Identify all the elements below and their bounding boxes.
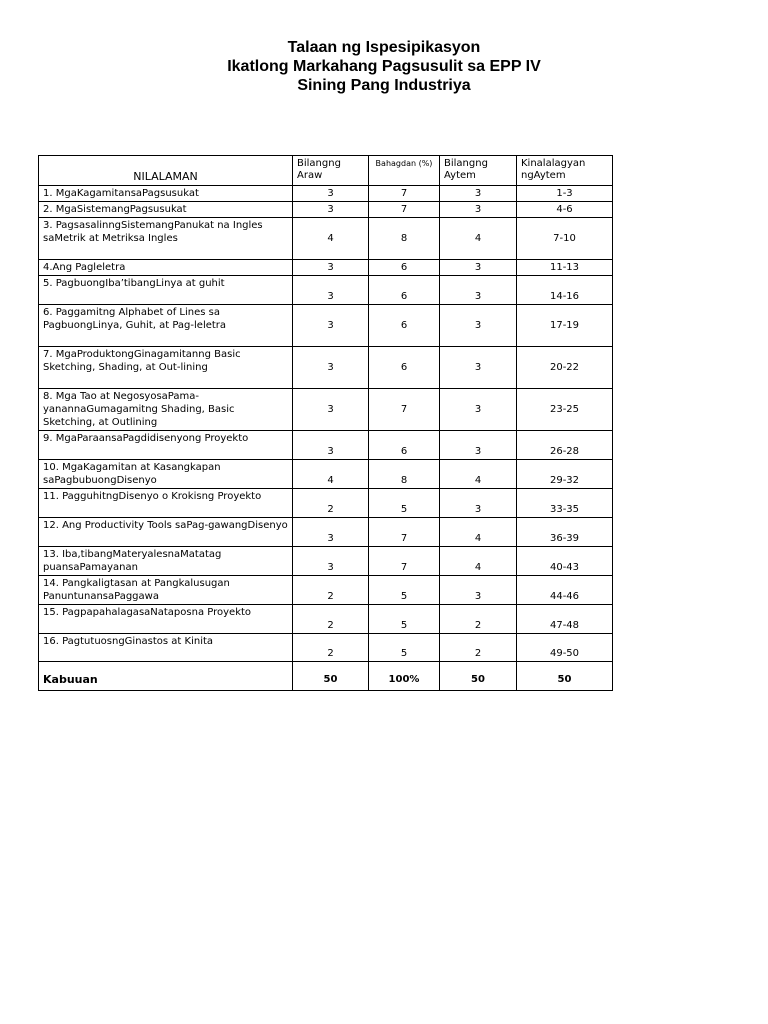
total-items: 50 <box>440 662 517 691</box>
table-row <box>39 347 613 389</box>
row-percent: 6 <box>369 276 440 305</box>
row-days: 2 <box>293 576 369 605</box>
row-days: 2 <box>293 605 369 634</box>
column-header-items: Bilangng Aytem <box>440 156 517 186</box>
total-days: 50 <box>293 662 369 691</box>
row-percent: 7 <box>369 202 440 218</box>
row-location: 40-43 <box>517 547 613 576</box>
row-items: 4 <box>440 460 517 489</box>
row-items: 3 <box>440 389 517 431</box>
row-content: 4.Ang Pagleletra <box>39 260 293 276</box>
row-percent: 7 <box>369 186 440 202</box>
specification-table <box>38 155 613 691</box>
row-percent: 5 <box>369 576 440 605</box>
table-row <box>39 276 613 305</box>
row-percent: 5 <box>369 489 440 518</box>
row-content: 2. MgaSistemangPagsusukat <box>39 202 293 218</box>
row-content: 12. Ang Productivity Tools saPag-gawangDisenyo <box>39 518 293 547</box>
total-percent: 100% <box>369 662 440 691</box>
column-header-percent: Bahagdan (%) <box>369 156 440 186</box>
table-row <box>39 305 613 347</box>
row-location: 11-13 <box>517 260 613 276</box>
row-percent: 7 <box>369 518 440 547</box>
total-location: 50 <box>517 662 613 691</box>
row-content: 13. Iba,tibangMateryalesnaMatatag puansaPamayanan <box>39 547 293 576</box>
row-content: 8. Mga Tao at NegosyosaPama-yanannaGumagamitng Shading, Basic Sketching, at Outlining <box>39 389 293 431</box>
row-days: 3 <box>293 431 369 460</box>
row-location: 4-6 <box>517 202 613 218</box>
row-items: 3 <box>440 489 517 518</box>
row-location: 44-46 <box>517 576 613 605</box>
table-row <box>39 576 613 605</box>
row-items: 4 <box>440 547 517 576</box>
row-items: 3 <box>440 276 517 305</box>
row-content: 10. MgaKagamitan at Kasangkapan saPagbubuongDisenyo <box>39 460 293 489</box>
row-items: 4 <box>440 218 517 260</box>
row-location: 17-19 <box>517 305 613 347</box>
row-content: 11. PagguhitngDisenyo o Krokisng Proyekto <box>39 489 293 518</box>
row-location: 29-32 <box>517 460 613 489</box>
row-items: 3 <box>440 576 517 605</box>
column-header-content: NILALAMAN <box>39 156 293 186</box>
row-location: 7-10 <box>517 218 613 260</box>
row-days: 4 <box>293 218 369 260</box>
document-header <box>0 38 768 95</box>
row-items: 4 <box>440 518 517 547</box>
row-location: 23-25 <box>517 389 613 431</box>
row-percent: 6 <box>369 260 440 276</box>
table-row <box>39 431 613 460</box>
row-items: 3 <box>440 186 517 202</box>
row-content: 1. MgaKagamitansaPagsusukat <box>39 186 293 202</box>
row-content: 16. PagtutuosngGinastos at Kinita <box>39 634 293 662</box>
table-row <box>39 605 613 634</box>
row-location: 14-16 <box>517 276 613 305</box>
row-days: 3 <box>293 547 369 576</box>
row-location: 49-50 <box>517 634 613 662</box>
row-percent: 6 <box>369 305 440 347</box>
total-label: Kabuuan <box>39 662 293 691</box>
row-items: 3 <box>440 431 517 460</box>
row-content: 5. PagbuongIba’tibangLinya at guhit <box>39 276 293 305</box>
row-percent: 6 <box>369 431 440 460</box>
row-percent: 5 <box>369 634 440 662</box>
row-location: 33-35 <box>517 489 613 518</box>
row-location: 36-39 <box>517 518 613 547</box>
table-row <box>39 547 613 576</box>
row-content: 6. Paggamitng Alphabet of Lines sa PagbuongLinya, Guhit, at Pag-leletra <box>39 305 293 347</box>
table-total-row <box>39 662 613 691</box>
table-row <box>39 489 613 518</box>
table-row <box>39 518 613 547</box>
row-items: 3 <box>440 347 517 389</box>
row-content: 3. PagsasalinngSistemangPanukat na Ingles saMetrik at Metriksa Ingles <box>39 218 293 260</box>
row-days: 3 <box>293 389 369 431</box>
row-location: 20-22 <box>517 347 613 389</box>
table-row <box>39 218 613 260</box>
row-items: 2 <box>440 634 517 662</box>
row-percent: 8 <box>369 218 440 260</box>
row-days: 3 <box>293 305 369 347</box>
row-percent: 8 <box>369 460 440 489</box>
row-items: 2 <box>440 605 517 634</box>
table-header-row <box>39 156 613 186</box>
column-header-days: Bilangng Araw <box>293 156 369 186</box>
row-content: 7. MgaProduktongGinagamitanng Basic Sketching, Shading, at Out-lining <box>39 347 293 389</box>
table-row <box>39 186 613 202</box>
table-row <box>39 634 613 662</box>
document-title: Talaan ng Ispesipikasyon <box>287 39 481 56</box>
row-items: 3 <box>440 202 517 218</box>
row-content: 9. MgaParaansaPagdidisenyong Proyekto <box>39 431 293 460</box>
table-row <box>39 202 613 218</box>
document-subject: Sining Pang Industriya <box>297 77 471 94</box>
row-items: 3 <box>440 305 517 347</box>
row-days: 3 <box>293 518 369 547</box>
row-percent: 7 <box>369 547 440 576</box>
row-location: 1-3 <box>517 186 613 202</box>
row-items: 3 <box>440 260 517 276</box>
row-days: 3 <box>293 276 369 305</box>
row-percent: 7 <box>369 389 440 431</box>
row-days: 2 <box>293 634 369 662</box>
row-location: 26-28 <box>517 431 613 460</box>
row-days: 4 <box>293 460 369 489</box>
row-percent: 5 <box>369 605 440 634</box>
table-row <box>39 460 613 489</box>
table-row <box>39 389 613 431</box>
document-subtitle: Ikatlong Markahang Pagsusulit sa EPP IV <box>227 58 541 75</box>
row-location: 47-48 <box>517 605 613 634</box>
row-days: 2 <box>293 489 369 518</box>
row-content: 15. PagpapahalagasaNataposna Proyekto <box>39 605 293 634</box>
row-days: 3 <box>293 202 369 218</box>
row-days: 3 <box>293 260 369 276</box>
row-percent: 6 <box>369 347 440 389</box>
row-days: 3 <box>293 186 369 202</box>
table-row <box>39 260 613 276</box>
row-days: 3 <box>293 347 369 389</box>
row-content: 14. Pangkaligtasan at Pangkalusugan PanuntunansaPaggawa <box>39 576 293 605</box>
column-header-location: Kinalalagyan ngAytem <box>517 156 613 186</box>
